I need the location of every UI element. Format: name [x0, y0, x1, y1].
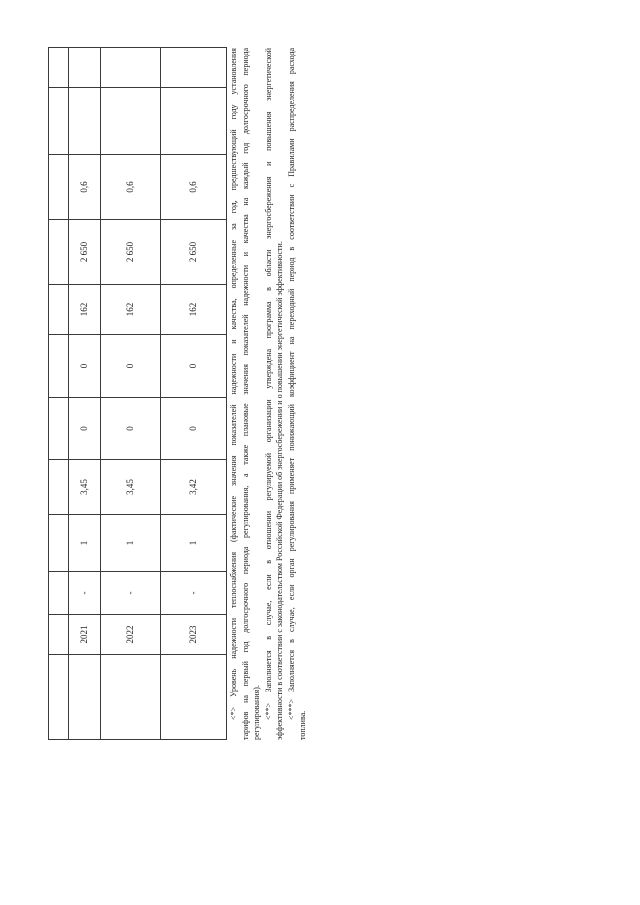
- table-row: [69, 48, 101, 740]
- table-cell: 162: [101, 285, 161, 335]
- table-cell: 0: [161, 398, 227, 460]
- footnote-line: <**> Заполняется в случае, если в отношении регулируемой организации утверждена программа в области энергосбережения и повышения энергетической: [263, 48, 273, 720]
- table-cell: 0: [101, 398, 161, 460]
- year-cell: 2022: [101, 615, 161, 655]
- table-cell-empty: [49, 572, 69, 615]
- footnote-line: <*> Уровень надежности теплоснабжения (фактические значения показателей надежности и качества, определенные за год, предшествующий году установления: [229, 48, 238, 720]
- table-cell-empty: [49, 48, 69, 88]
- table-cell-empty: [161, 88, 227, 155]
- table-cell-empty: [49, 398, 69, 460]
- table-cell-empty: [161, 655, 227, 740]
- table-cell: -: [69, 572, 101, 615]
- table-cell: 0: [101, 335, 161, 398]
- table-cell: 0: [69, 398, 101, 460]
- table-cell-empty: [49, 335, 69, 398]
- table-cell-empty: [49, 88, 69, 155]
- table-cell-empty: [161, 48, 227, 88]
- footnote-line: регулирования).: [252, 685, 261, 740]
- table-cell-empty: [49, 155, 69, 220]
- table-cell: 0,6: [69, 155, 101, 220]
- table-cell: 162: [161, 285, 227, 335]
- table-cell: 3,45: [101, 460, 161, 515]
- table-cell-empty: [49, 285, 69, 335]
- table-cell: 1: [101, 515, 161, 572]
- footnote-line: топлива.: [298, 710, 307, 740]
- table-cell-empty: [101, 88, 161, 155]
- table-cell: 2 650: [101, 220, 161, 285]
- footnotes: [228, 48, 309, 740]
- table-cell-empty: [49, 220, 69, 285]
- footnote-line: <***> Заполняется в случае, если орган регулирования применяет понижающий коэффициент на переходный период в соответствии с Правилами распределения расхода: [286, 48, 296, 720]
- table-cell: -: [101, 572, 161, 615]
- table-row: [101, 48, 161, 740]
- table-cell-empty: [101, 48, 161, 88]
- table-cell: 0: [69, 335, 101, 398]
- table-row-continuation: [49, 48, 69, 740]
- year-cell: 2021: [69, 615, 101, 655]
- table-cell-empty: [101, 655, 161, 740]
- table-cell: 1: [69, 515, 101, 572]
- table-cell-empty: [69, 48, 101, 88]
- table-cell: -: [161, 572, 227, 615]
- footnote-line: эффективности в соответствии с законодательством Российской Федерации об энергосбережении и о повышении энергетической эффективности.: [275, 241, 284, 740]
- table-cell: 0,6: [161, 155, 227, 220]
- footnote-reduction-coefficient: [286, 48, 309, 740]
- footnote-reliability: [228, 48, 263, 740]
- table-cell-empty: [49, 515, 69, 572]
- footnote-line: тарифов на первый год долгосрочного периода регулирования, а также плановые значения показателей надежности и качества на каждый год долгосрочного периода: [240, 48, 250, 740]
- footnote-energy-saving: [263, 48, 286, 740]
- table-cell-empty: [69, 655, 101, 740]
- table-cell: 1: [161, 515, 227, 572]
- table-cell: 162: [69, 285, 101, 335]
- table-cell: 0: [161, 335, 227, 398]
- table-cell: 0,6: [101, 155, 161, 220]
- table-cell: 2 650: [161, 220, 227, 285]
- table-cell: 3,42: [161, 460, 227, 515]
- table-cell: 3,45: [69, 460, 101, 515]
- table-cell-empty: [49, 615, 69, 655]
- table-cell-empty: [69, 88, 101, 155]
- table-cell-empty: [49, 655, 69, 740]
- data-table: [48, 47, 227, 740]
- table-row: [161, 48, 227, 740]
- table-cell-empty: [49, 460, 69, 515]
- year-cell: 2023: [161, 615, 227, 655]
- table-cell: 2 650: [69, 220, 101, 285]
- rotated-page-content: [48, 48, 308, 740]
